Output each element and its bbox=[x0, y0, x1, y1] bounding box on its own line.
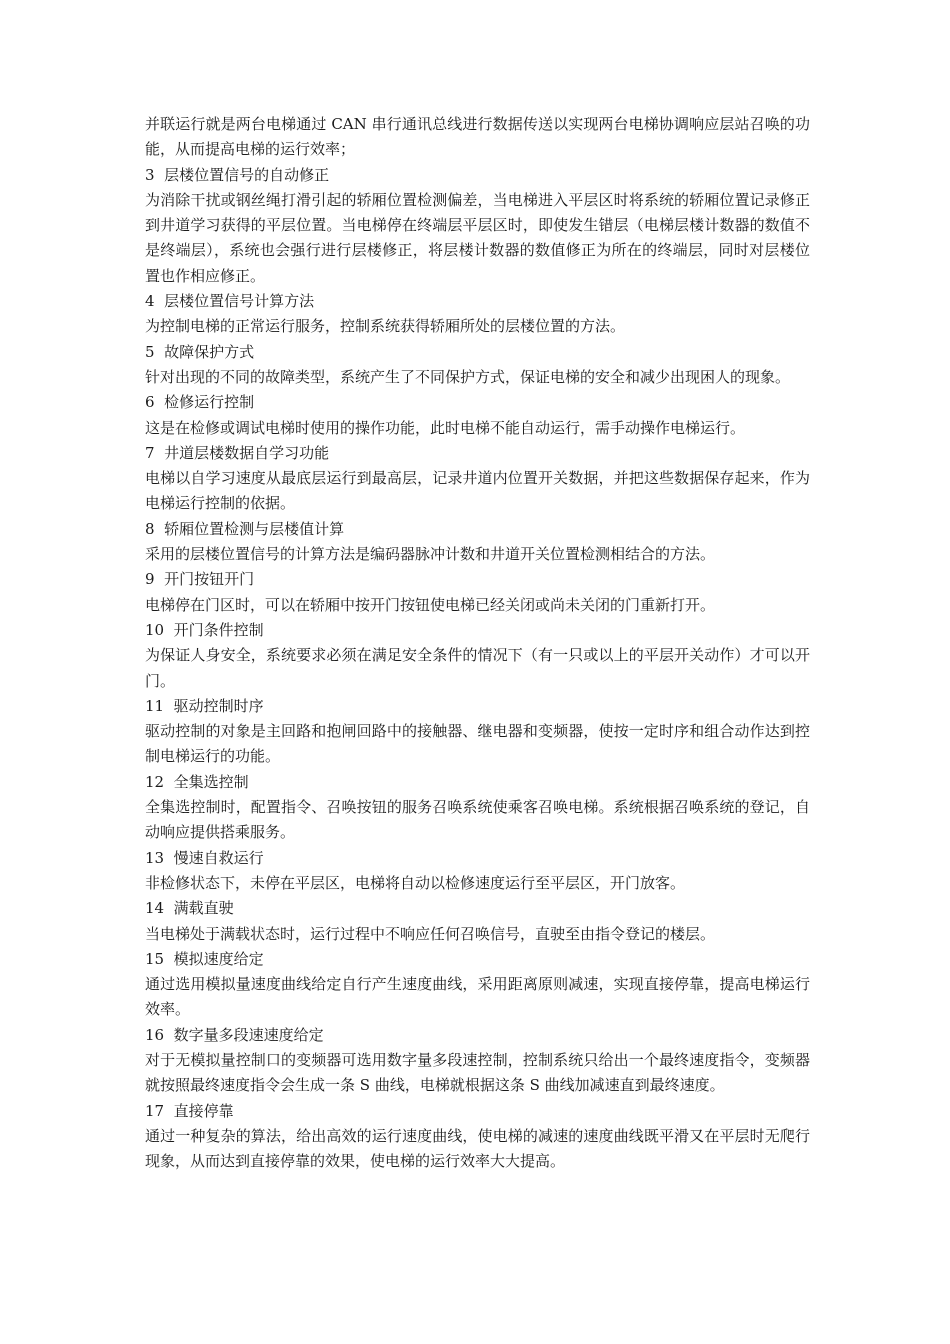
section-body: 当电梯处于满载状态时，运行过程中不响应任何召唤信号，直驶至由指令登记的楼层。 bbox=[145, 924, 716, 943]
section-body: 驱动控制的对象是主回路和抱闸回路中的接触器、继电器和变频器，使按一定时序和组合动作达到控制电梯运行的功能。 bbox=[145, 722, 810, 766]
section-heading: 3 层楼位置信号的自动修正 bbox=[145, 165, 330, 184]
section-heading: 17 直接停靠 bbox=[145, 1101, 234, 1120]
section-body: 全集选控制时，配置指令、召唤按钮的服务召唤系统使乘客召唤电梯。系统根据召唤系统的登记，自动响应提供搭乘服务。 bbox=[145, 798, 810, 842]
intro-paragraph: 并联运行就是两台电梯通过 CAN 串行通讯总线进行数据传送以实现两台电梯协调响应层站召唤的功能，从而提高电梯的运行效率； bbox=[145, 115, 810, 159]
section-body: 为保证人身安全，系统要求必须在满足安全条件的情况下（有一只或以上的平层开关动作）才可以开门。 bbox=[145, 646, 810, 690]
section-heading: 5 故障保护方式 bbox=[145, 342, 255, 361]
section-heading: 6 检修运行控制 bbox=[145, 393, 255, 412]
section-heading: 7 井道层楼数据自学习功能 bbox=[145, 443, 330, 462]
section-heading: 4 层楼位置信号计算方法 bbox=[145, 292, 315, 311]
section-heading: 13 慢速自救运行 bbox=[145, 848, 264, 867]
section-body: 非检修状态下，未停在平层区，电梯将自动以检修速度运行至平层区，开门放客。 bbox=[145, 873, 686, 892]
section-heading: 12 全集选控制 bbox=[145, 772, 249, 791]
document-page bbox=[145, 112, 810, 1174]
section-body: 通过一种复杂的算法，给出高效的运行速度曲线，使电梯的减速的速度曲线既平滑又在平层时无爬行现象，从而达到直接停靠的效果，使电梯的运行效率大大提高。 bbox=[145, 1126, 810, 1171]
section-body: 采用的层楼位置信号的计算方法是编码器脉冲计数和井道开关位置检测相结合的方法。 bbox=[145, 545, 716, 564]
section-body: 通过选用模拟量速度曲线给定自行产生速度曲线，采用距离原则减速，实现直接停靠，提高电梯运行效率。 bbox=[145, 975, 810, 1019]
section-heading: 11 驱动控制时序 bbox=[145, 696, 264, 715]
section-heading: 10 开门条件控制 bbox=[145, 620, 264, 639]
section-body: 对于无模拟量控制口的变频器可选用数字量多段速控制，控制系统只给出一个最终速度指令，变频器就按照最终速度指令会生成一条 S 曲线，电梯就根据这条 S 曲线加减速直到最终速度。 bbox=[145, 1050, 810, 1095]
section-body: 为消除干扰或钢丝绳打滑引起的轿厢位置检测偏差，当电梯进入平层区时将系统的轿厢位置记录修正到井道学习获得的平层位置。当电梯停在终端层平层区时，即使发生错层（电梯层楼计数器的数值不是终端层），系统也会强行进行层楼修正，将层楼计数器的数值修正为所在的终端层，同时对层楼位置也作相应修正。 bbox=[145, 190, 810, 285]
section-heading: 15 模拟速度给定 bbox=[145, 949, 264, 968]
section-heading: 14 满载直驶 bbox=[145, 899, 234, 918]
section-body: 电梯停在门区时，可以在轿厢中按开门按钮使电梯已经关闭或尚未关闭的门重新打开。 bbox=[145, 595, 716, 614]
section-heading: 9 开门按钮开门 bbox=[145, 570, 255, 589]
section-body: 为控制电梯的正常运行服务，控制系统获得轿厢所处的层楼位置的方法。 bbox=[145, 317, 626, 336]
section-heading: 16 数字量多段速速度给定 bbox=[145, 1025, 324, 1044]
section-heading: 8 轿厢位置检测与层楼值计算 bbox=[145, 519, 345, 538]
section-body: 这是在检修或调试电梯时使用的操作功能，此时电梯不能自动运行，需手动操作电梯运行。 bbox=[145, 418, 746, 437]
section-body: 电梯以自学习速度从最底层运行到最高层，记录井道内位置开关数据，并把这些数据保存起来，作为电梯运行控制的依据。 bbox=[145, 469, 810, 513]
section-body: 针对出现的不同的故障类型，系统产生了不同保护方式，保证电梯的安全和减少出现困人的现象。 bbox=[145, 367, 791, 386]
